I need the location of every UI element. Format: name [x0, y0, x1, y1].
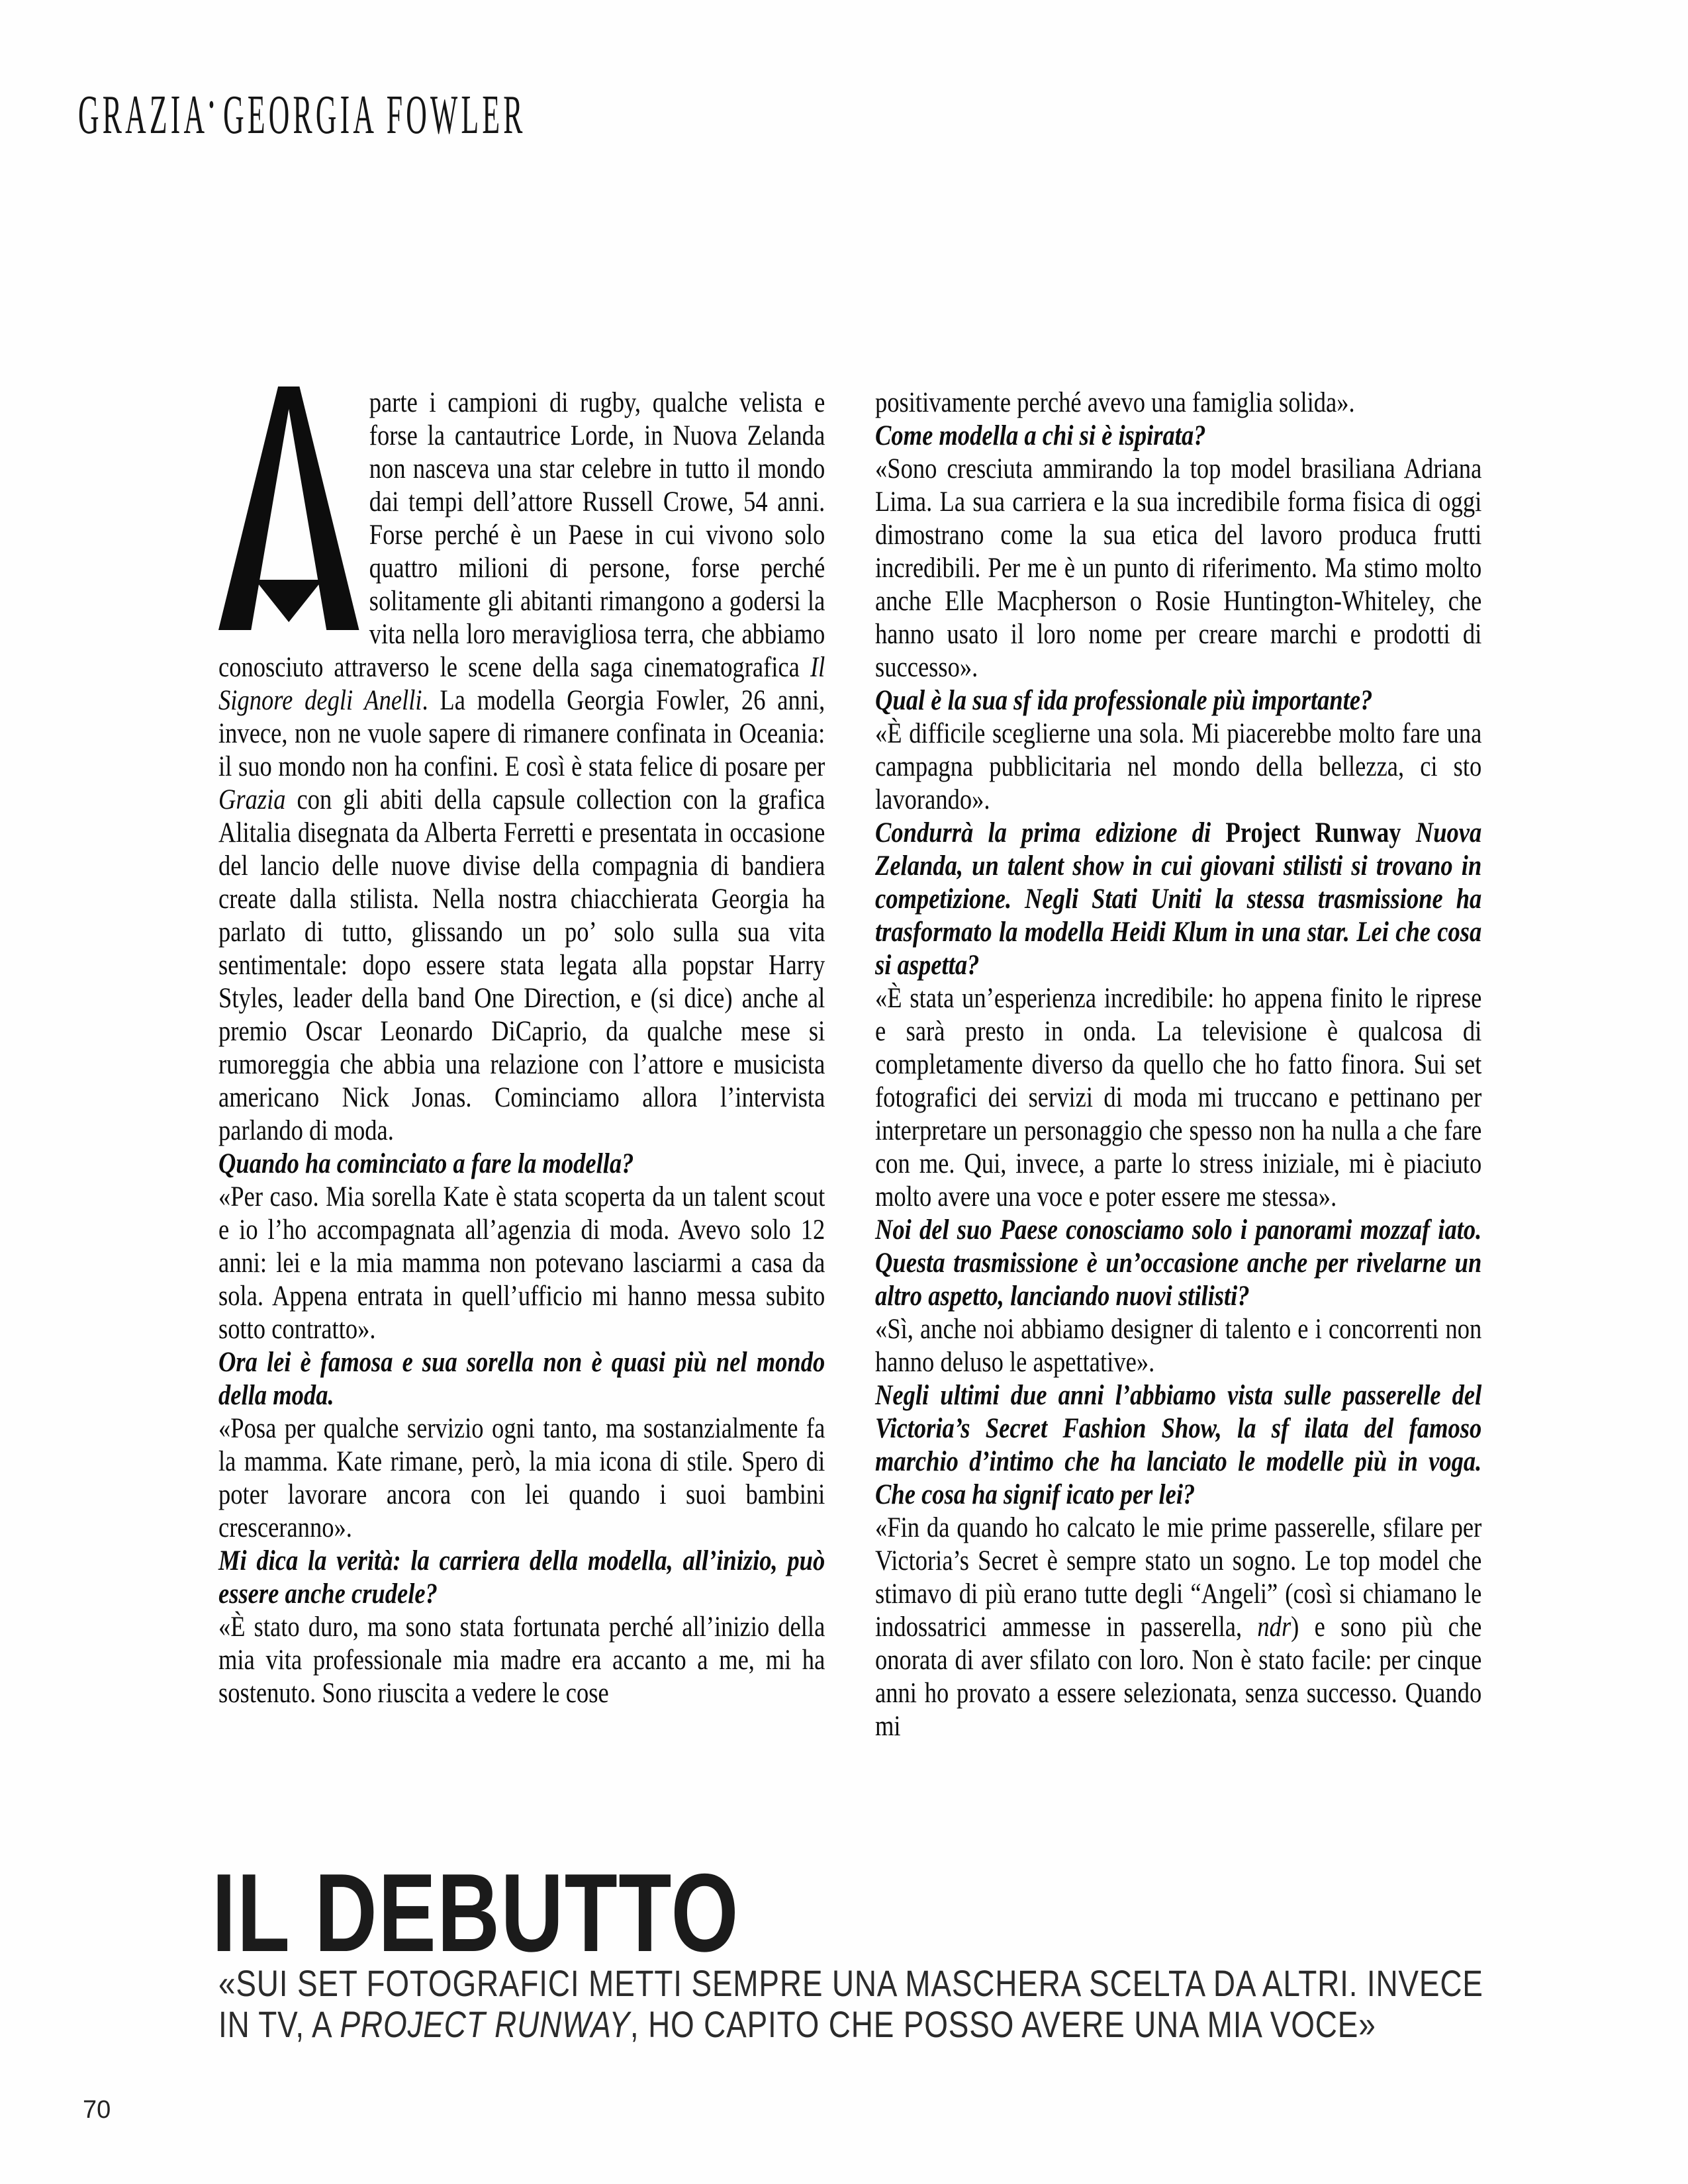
magazine-name: GRAZIA: [78, 84, 209, 146]
interview-question: [218, 1148, 825, 1181]
interview-answer: [875, 1512, 1481, 1743]
text-segment: «Fin da quando ho calcato le mie prime passerelle, sfilare per Victoria’s Secret è sempre stato un sogno. Le top model che stimavo di più erano tutte degli “Angeli” (così si chiamano le indossatrici ammesse in passerella,: [875, 1512, 1482, 1643]
interview-question: [875, 1379, 1481, 1512]
interview-question: [218, 1346, 825, 1412]
interview-answer: [218, 1611, 825, 1710]
text-segment: «Sì, anche noi abbiamo designer di talento e i concorrenti non hanno deluso le aspettative».: [875, 1314, 1482, 1378]
text-segment: «Sono cresciuta ammirando la top model brasiliana Adriana Lima. La sua carriera e la sua incredibile forma fisica di oggi dimostrano come la sua etica del lavoro produca frutti incredibili. Per me è un punto di riferimento. Ma stimo molto anche Elle Macpherson o Rosie Huntington-Whiteley, che hanno usato il loro nome per creare marchi e prodotti di successo».: [875, 453, 1482, 683]
text-segment: Negli ultimi due anni l’abbiamo vista sulle passerelle del Victoria’s Secret Fashion Show, la sf ilata del famoso marchio d’intimo che ha lanciato le modelle più in voga. Che cosa ha signif icato per lei?: [875, 1380, 1482, 1510]
text-segment: positivamente perché avevo una famiglia solida».: [875, 387, 1355, 418]
running-head: [78, 77, 526, 146]
text-segment: ndr: [1257, 1612, 1291, 1643]
interview-question: [875, 1214, 1481, 1313]
pull-quote-line: [218, 1963, 1483, 2004]
interview-answer: [218, 1412, 825, 1545]
text-segment: Nuova Zelanda, un talent show in cui giovani stilisti si trovano in competizione. Negli Stati Uniti la stessa trasmissione ha trasformato la modella Heidi Klum in una star. Lei che cosa si aspetta?: [875, 817, 1482, 981]
page-number: 70: [83, 2096, 111, 2124]
text-segment: , HO CAPITO CHE POSSO AVERE UNA MIA VOCE»: [630, 2003, 1376, 2045]
text-segment: Il Signore degli Anelli: [218, 652, 825, 716]
interview-answer: [875, 1313, 1481, 1379]
interview-question: [875, 420, 1481, 453]
text-segment: . La modella Georgia Fowler, 26 anni, invece, non ne vuole sapere di rimanere confinata in Oceania: il suo mondo non ha confini. E così è stata felice di posare per: [218, 685, 825, 782]
text-segment: «È stata un’esperienza incredibile: ho appena finito le riprese e sarà presto in onda. La televisione è qualcosa di completamente diverso da quello che ho fatto finora. Sui set fotografici dei servizi di moda mi truccano e pettinano per interpretare un personaggio che spesso non ha nulla a che fare con me. Qui, invece, a parte lo stress iniziale, mi è piaciuto molto avere una voce e poter essere me stessa».: [875, 983, 1482, 1212]
text-segment: «È difficile sceglierne una sola. Mi piacerebbe molto fare una campagna pubblicitaria nel mondo della bellezza, ci sto lavorando».: [875, 718, 1482, 815]
text-segment: Come modella a chi si è ispirata?: [875, 420, 1206, 451]
interview-answer: [875, 982, 1481, 1214]
text-segment: PROJECT RUNWAY: [340, 2003, 630, 2045]
text-segment: Quando ha cominciato a fare la modella?: [218, 1148, 634, 1179]
pull-quote-line: [218, 2004, 1483, 2045]
interview-answer: [218, 1181, 825, 1346]
interview-question: [875, 817, 1481, 982]
text-segment: Mi dica la verità: la carriera della modella, all’inizio, può essere anche crudele?: [218, 1545, 825, 1610]
drop-cap-a: [218, 387, 359, 639]
text-segment: IN TV, A: [218, 2003, 340, 2045]
text-segment: Noi del suo Paese conosciamo solo i panorami mozzaf iato. Questa trasmissione è un’occasione anche per rivelarne un altro aspetto, lanciando nuovi stilisti?: [875, 1214, 1482, 1312]
text-segment: Ora lei è famosa e sua sorella non è quasi più nel mondo della moda.: [218, 1347, 825, 1411]
text-segment: «SUI SET FOTOGRAFICI METTI SEMPRE UNA MASCHERA SCELTA DA ALTRI. INVECE: [218, 1962, 1483, 2004]
text-segment: «Per caso. Mia sorella Kate è stata scoperta da un talent scout e io l’ho accompagnata all’agenzia di moda. Avevo solo 12 anni: lei e la mia mamma non potevano lasciarmi a casa da sola. Appena entrata in quell’ufficio mi hanno messa subito sotto contratto».: [218, 1181, 825, 1345]
text-segment: parte i campioni di rugby, qualche velista e forse la cantautrice Lorde, in Nuova Zelanda non nasceva una star celebre in tutto il mondo dai tempi dell’attore Russell Crowe, 54 anni. Forse perché è un Paese in cui vivono solo quattro milioni di persone, forse perché solitamente gli abitanti rimangono a godersi la vita nella loro meravigliosa terra, che abbiamo conosciuto attraverso le scene della saga cinematografica: [218, 387, 825, 683]
article-column-left: [218, 387, 825, 1710]
text-segment: Condurrà la prima edizione di: [875, 817, 1226, 848]
text-segment: con gli abiti della capsule collection con la grafica Alitalia disegnata da Alberta Ferretti e presentata in occasione del lancio delle nuove divise della compagnia di bandiera create dalla stilista. Nella nostra chiacchierata Georgia ha parlato di tutto, glissando un po’ solo sulla sua vita sentimentale: dopo essere stata legata alla popstar Harry Styles, leader della band One Direction, e (si dice) anche al premio Oscar Leonardo DiCaprio, da qualche mese si rumoreggia che abbia una relazione con l’attore e musicista americano Nick Jonas. Cominciamo allora l’intervista parlando di moda.: [218, 784, 825, 1146]
interview-answer: [875, 387, 1481, 420]
text-segment: Qual è la sua sf ida professionale più importante?: [875, 685, 1373, 716]
debut-heading: IL DEBUTTO: [212, 1850, 740, 1975]
text-segment: ) e sono più che onorata di aver sfilato con loro. Non è stato facile: per cinque anni ho provato a essere selezionata, senza successo. Quando mi: [875, 1612, 1482, 1742]
interview-answer: [875, 717, 1481, 817]
article-column-right: [875, 387, 1481, 1743]
text-segment: «È stato duro, ma sono stata fortunata perché all’inizio della mia vita professionale mia madre era accanto a me, mi ha sostenuto. Sono riuscita a vedere le cose: [218, 1612, 825, 1709]
interview-question: [218, 1545, 825, 1611]
text-segment: Grazia: [218, 784, 286, 815]
interview-answer: [875, 453, 1481, 684]
pull-quote: [218, 1963, 1483, 2045]
section-title: GEORGIA FOWLER: [223, 84, 526, 146]
interview-question: [875, 684, 1481, 717]
text-segment: Project Runway: [1225, 817, 1401, 848]
text-segment: «Posa per qualche servizio ogni tanto, ma sostanzialmente fa la mamma. Kate rimane, però, la mia icona di stile. Spero di poter lavorare ancora con lei quando i suoi bambini cresceranno».: [218, 1413, 825, 1543]
separator-dot-icon: •: [209, 87, 214, 121]
